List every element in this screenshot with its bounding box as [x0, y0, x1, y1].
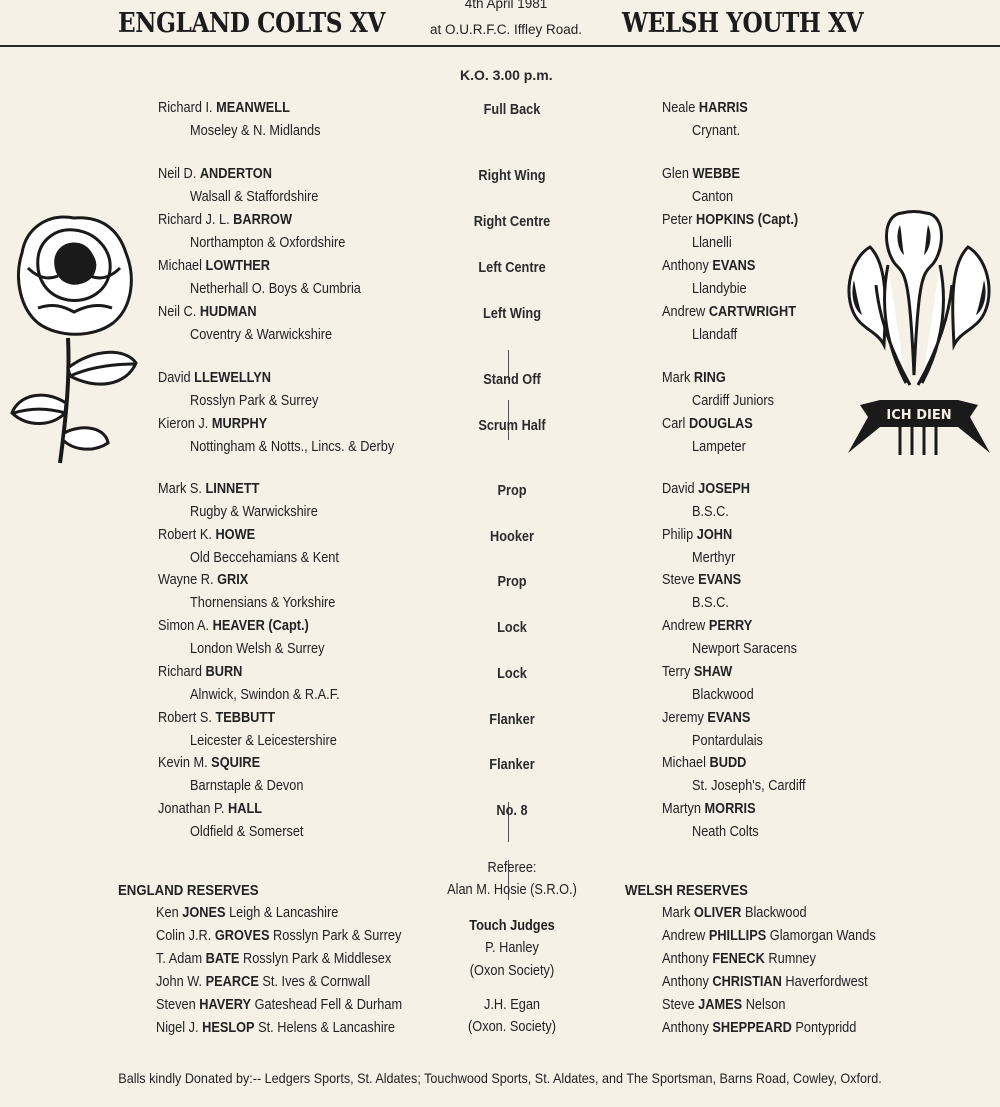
player-surname: DOUGLAS — [688, 416, 753, 432]
rose-icon — [8, 208, 143, 470]
welsh-player-name — [662, 664, 732, 680]
player-surname: BUDD — [709, 755, 747, 771]
player-first-name: Anthony — [662, 258, 713, 274]
player-surname: HOWE — [215, 527, 256, 543]
player-surname: MORRIS — [704, 801, 756, 817]
position-label: Lock — [497, 666, 527, 682]
player-first-name: Martyn — [662, 801, 705, 817]
footer-sponsors: Balls kindly Donated by:-- Ledgers Sports, St. Aldates; Touchwood Sports, St. Aldates, and The Sportsman, Barns Road, Cowley, Oxford. — [118, 1070, 882, 1086]
england-player-name — [158, 527, 255, 543]
referee-name: Alan M. Hosie (S.R.O.) — [447, 882, 577, 898]
england-player-club: Rosslyn Park & Surrey — [190, 393, 319, 409]
player-club: Rumney — [764, 951, 816, 967]
player-first-name: Michael — [662, 755, 710, 771]
welsh-player-name — [662, 572, 741, 588]
player-surname: EVANS — [707, 710, 751, 726]
welsh-player-name — [662, 166, 740, 182]
england-player-name — [158, 801, 262, 817]
position-label: Flanker — [489, 712, 535, 728]
welsh-player-club: Pontardulais — [692, 733, 763, 749]
player-surname: HALL — [228, 801, 263, 817]
player-first-name: Neil D. — [158, 166, 200, 182]
welsh-player-club: Neath Colts — [692, 824, 759, 840]
england-player-name — [158, 166, 272, 182]
position-label: Left Centre — [478, 260, 546, 276]
header-rule — [0, 45, 1000, 47]
player-first-name: Mark — [662, 370, 694, 386]
reserve-row — [156, 951, 391, 967]
touch-judge-2-society: (Oxon. Society) — [468, 1019, 556, 1035]
player-club: St. Helens & Lancashire — [254, 1020, 396, 1036]
player-club: Nelson — [742, 997, 786, 1013]
welsh-player-club: Cardiff Juniors — [692, 393, 775, 409]
reserve-row — [662, 997, 785, 1013]
welsh-player-name — [662, 304, 796, 320]
position-label: Scrum Half — [478, 418, 546, 434]
referee-label: Referee: — [487, 860, 537, 876]
welsh-reserves-title: WELSH RESERVES — [625, 882, 748, 899]
england-player-club: Barnstaple & Devon — [190, 778, 304, 794]
welsh-player-club: Newport Saracens — [692, 641, 797, 657]
welsh-player-club: Llanelli — [692, 235, 732, 251]
player-surname: HEAVER — [212, 618, 265, 634]
position-label: Prop — [497, 574, 527, 590]
england-player-club: Leicester & Leicestershire — [190, 733, 337, 749]
reserve-row — [156, 905, 338, 921]
england-player-club: Northampton & Oxfordshire — [190, 235, 346, 251]
touch-judges-label: Touch Judges — [469, 918, 555, 934]
reserve-row — [662, 928, 876, 944]
player-club: Blackwood — [741, 905, 807, 921]
welsh-player-name — [662, 100, 748, 116]
player-first-name: Anthony — [662, 1020, 713, 1036]
position-label: Left Wing — [482, 306, 541, 322]
player-surname: FENECK — [712, 951, 765, 967]
player-surname: MURPHY — [211, 416, 268, 432]
player-surname: HAVERY — [199, 997, 252, 1013]
england-player-club: Alnwick, Swindon & R.A.F. — [190, 687, 340, 703]
england-player-club: Thornensians & Yorkshire — [190, 595, 336, 611]
player-first-name: Steve — [662, 997, 699, 1013]
player-surname: LINNETT — [205, 481, 260, 497]
position-label: Flanker — [489, 757, 535, 773]
player-surname: HARRIS — [698, 100, 748, 116]
welsh-player-club: Merthyr — [692, 550, 736, 566]
player-surname: EVANS — [712, 258, 756, 274]
player-first-name: Wayne R. — [158, 572, 218, 588]
welsh-player-club: Lampeter — [692, 439, 746, 455]
player-first-name: Andrew — [662, 928, 709, 944]
england-reserves-title: ENGLAND RESERVES — [118, 882, 259, 899]
player-first-name: Robert K. — [158, 527, 216, 543]
player-surname: SHAW — [693, 664, 733, 680]
welsh-player-name — [662, 618, 752, 634]
touch-judge-1-society: (Oxon Society) — [469, 963, 555, 979]
player-surname: OLIVER — [693, 905, 742, 921]
welsh-player-name — [662, 258, 755, 274]
player-surname: SQUIRE — [211, 755, 261, 771]
player-first-name: John W. — [156, 974, 206, 990]
player-surname: CHRISTIAN — [712, 974, 782, 990]
player-surname: HESLOP — [202, 1020, 255, 1036]
player-surname: BARROW — [233, 212, 293, 228]
welsh-player-club: B.S.C. — [692, 595, 729, 611]
england-player-club: Moseley & N. Midlands — [190, 123, 321, 139]
england-player-name — [158, 258, 270, 274]
player-surname: LLEWELLYN — [194, 370, 271, 386]
player-club: Glamorgan Wands — [766, 928, 876, 944]
player-first-name: Richard — [158, 664, 206, 680]
england-player-club: Coventry & Warwickshire — [190, 327, 333, 343]
england-player-name — [158, 710, 275, 726]
welsh-player-club: B.S.C. — [692, 504, 729, 520]
player-club: Leigh & Lancashire — [225, 905, 339, 921]
reserve-row — [662, 974, 868, 990]
player-first-name: Richard J. L. — [158, 212, 234, 228]
player-surname: CARTWRIGHT — [708, 304, 797, 320]
reserve-row — [156, 928, 401, 944]
player-surname: BURN — [205, 664, 243, 680]
player-first-name: David — [662, 481, 699, 497]
england-player-name — [158, 755, 260, 771]
england-player-club: Old Beccehamians & Kent — [190, 550, 339, 566]
player-club: Haverfordwest — [781, 974, 868, 990]
england-player-name — [158, 416, 267, 432]
england-player-club: Oldfield & Somerset — [190, 824, 304, 840]
welsh-player-club: Crynant. — [692, 123, 741, 139]
touch-judge-2: J.H. Egan — [483, 997, 541, 1013]
player-surname: JOSEPH — [698, 481, 750, 497]
reserve-row — [662, 951, 816, 967]
player-club: Gateshead Fell & Durham — [251, 997, 403, 1013]
player-surname: SHEPPEARD — [712, 1020, 792, 1036]
england-player-club: Walsall & Staffordshire — [190, 189, 319, 205]
position-label: Right Wing — [478, 168, 546, 184]
england-player-name — [158, 304, 257, 320]
england-player-name — [158, 100, 290, 116]
welsh-player-club: Blackwood — [692, 687, 754, 703]
england-player-name — [158, 212, 292, 228]
player-first-name: Mark — [662, 905, 694, 921]
position-label: No. 8 — [496, 803, 528, 819]
player-first-name: Neil C. — [158, 304, 200, 320]
player-first-name: Steve — [662, 572, 699, 588]
position-label: Right Centre — [473, 214, 551, 230]
player-first-name: Philip — [662, 527, 697, 543]
welsh-player-name — [662, 527, 732, 543]
player-surname: JONES — [182, 905, 226, 921]
position-label: Lock — [497, 620, 527, 636]
welsh-player-name — [662, 416, 753, 432]
player-surname: RING — [693, 370, 726, 386]
welsh-player-club: Canton — [692, 189, 734, 205]
player-club: Rosslyn Park & Surrey — [269, 928, 402, 944]
player-club: Rosslyn Park & Middlesex — [239, 951, 392, 967]
england-player-name — [158, 618, 309, 634]
player-surname: GRIX — [217, 572, 249, 588]
player-first-name: Ken — [156, 905, 183, 921]
player-surname: BATE — [205, 951, 240, 967]
reserve-row — [662, 1020, 856, 1036]
england-player-club: Rugby & Warwickshire — [190, 504, 318, 520]
player-surname: MEANWELL — [216, 100, 290, 116]
position-label: Prop — [497, 483, 527, 499]
player-first-name: Michael — [158, 258, 206, 274]
player-first-name: Jonathan P. — [158, 801, 229, 817]
player-first-name: David — [158, 370, 195, 386]
welsh-player-name — [662, 370, 726, 386]
england-player-club: Netherhall O. Boys & Cumbria — [190, 281, 361, 297]
player-first-name: Anthony — [662, 951, 713, 967]
player-first-name: Jeremy — [662, 710, 708, 726]
player-club: Pontypridd — [791, 1020, 857, 1036]
match-date: 4th April 1981 — [464, 0, 548, 11]
motto-text: ICH DIEN — [886, 408, 952, 423]
england-player-club: Nottingham & Notts., Lincs. & Derby — [190, 439, 395, 455]
reserve-row — [662, 905, 807, 921]
england-player-name — [158, 370, 271, 386]
welsh-team-title: WELSH YOUTH XV — [622, 8, 864, 39]
player-surname: GROVES — [214, 928, 270, 944]
player-surname: PHILLIPS — [708, 928, 767, 944]
player-first-name: Colin J.R. — [156, 928, 215, 944]
player-first-name: Nigel J. — [156, 1020, 203, 1036]
captain-mark: (Capt.) — [754, 212, 799, 228]
player-surname: JOHN — [696, 527, 733, 543]
player-first-name: Peter — [662, 212, 697, 228]
player-first-name: Neale — [662, 100, 699, 116]
welsh-player-name — [662, 801, 756, 817]
position-label: Full Back — [483, 102, 541, 118]
player-surname: HOPKINS — [696, 212, 755, 228]
player-surname: WEBBE — [692, 166, 741, 182]
player-first-name: Terry — [662, 664, 694, 680]
player-first-name: Robert S. — [158, 710, 216, 726]
welsh-player-name — [662, 481, 750, 497]
prince-of-wales-feathers-icon — [840, 205, 998, 460]
player-surname: EVANS — [698, 572, 742, 588]
player-surname: PERRY — [708, 618, 753, 634]
player-first-name: Anthony — [662, 974, 713, 990]
reserve-row — [156, 1020, 395, 1036]
england-player-name — [158, 481, 259, 497]
player-surname: JAMES — [698, 997, 743, 1013]
match-venue: at O.U.R.F.C. Iffley Road. — [429, 22, 583, 37]
welsh-player-club: Llandybie — [692, 281, 747, 297]
england-player-name — [158, 572, 248, 588]
player-surname: LOWTHER — [205, 258, 271, 274]
kickoff-time: K.O. 3.00 p.m. — [460, 67, 553, 83]
reserve-row — [156, 974, 370, 990]
player-first-name: Steven — [156, 997, 200, 1013]
player-surname: ANDERTON — [199, 166, 272, 182]
player-first-name: T. Adam — [156, 951, 206, 967]
player-surname: PEARCE — [205, 974, 259, 990]
england-player-club: London Welsh & Surrey — [190, 641, 325, 657]
welsh-player-name — [662, 755, 746, 771]
england-player-name — [158, 664, 242, 680]
position-label: Stand Off — [483, 372, 541, 388]
player-first-name: Mark S. — [158, 481, 206, 497]
england-team-title: ENGLAND COLTS XV — [118, 8, 385, 39]
captain-mark: (Capt.) — [264, 618, 309, 634]
player-first-name: Kevin M. — [158, 755, 212, 771]
player-first-name: Glen — [662, 166, 693, 182]
touch-judge-1: P. Hanley — [485, 940, 539, 956]
player-surname: HUDMAN — [199, 304, 257, 320]
player-first-name: Andrew — [662, 618, 709, 634]
player-first-name: Carl — [662, 416, 689, 432]
welsh-player-club: St. Joseph's, Cardiff — [692, 778, 806, 794]
welsh-player-name — [662, 710, 750, 726]
player-first-name: Richard I. — [158, 100, 217, 116]
player-first-name: Andrew — [662, 304, 709, 320]
reserve-row — [156, 997, 402, 1013]
player-club: St. Ives & Cornwall — [258, 974, 371, 990]
player-first-name: Simon A. — [158, 618, 213, 634]
welsh-player-club: Llandaff — [692, 327, 738, 343]
welsh-player-name — [662, 212, 798, 228]
player-surname: TEBBUTT — [215, 710, 275, 726]
position-label: Hooker — [490, 529, 534, 545]
player-first-name: Kieron J. — [158, 416, 212, 432]
